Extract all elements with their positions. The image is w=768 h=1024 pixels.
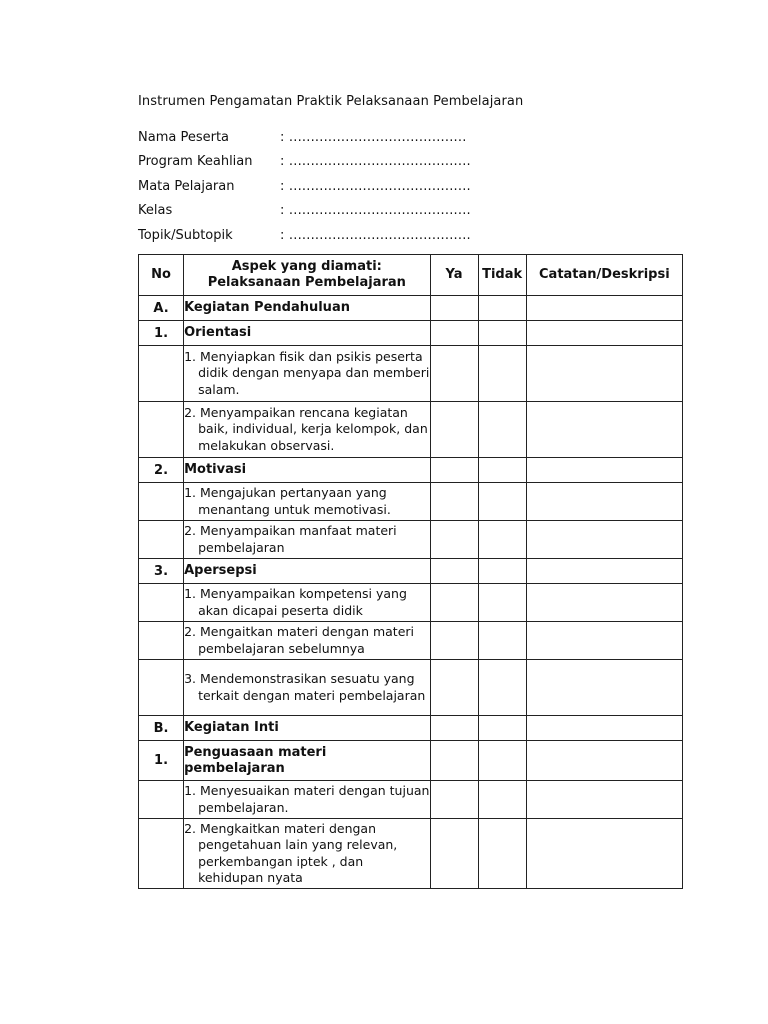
- field-kelas: [138, 199, 471, 224]
- field-label: Kelas: [138, 203, 173, 219]
- row-heading: Apersepsi: [184, 559, 430, 584]
- tidak-cell[interactable]: [478, 321, 526, 346]
- row-number: [139, 521, 184, 559]
- catatan-cell[interactable]: [526, 296, 682, 321]
- tidak-cell[interactable]: [478, 819, 526, 889]
- table-row: [139, 584, 683, 622]
- item-text: 1. Menyiapkan fisik dan psikis peserta didik dengan menyapa dan memberi salam.: [184, 348, 430, 397]
- row-number: B.: [139, 716, 184, 741]
- table-row: [139, 458, 683, 483]
- catatan-cell[interactable]: [526, 521, 682, 559]
- ya-cell[interactable]: [430, 716, 478, 741]
- catatan-cell[interactable]: [526, 584, 682, 622]
- item-text: 2. Menyampaikan manfaat materi pembelajaran: [184, 523, 397, 555]
- tidak-cell[interactable]: [478, 781, 526, 819]
- catatan-cell[interactable]: [526, 716, 682, 741]
- table-row: [139, 483, 683, 521]
- table-row: [139, 346, 683, 402]
- ya-cell[interactable]: [430, 346, 478, 402]
- row-heading: Orientasi: [184, 321, 430, 346]
- header-no: No: [139, 255, 184, 296]
- row-number: A.: [139, 296, 184, 321]
- row-heading: Motivasi: [184, 458, 430, 483]
- row-item: [184, 521, 430, 559]
- row-heading: Penguasaan materi pembelajaran: [184, 741, 430, 781]
- ya-cell[interactable]: [430, 458, 478, 483]
- table-row: [139, 741, 683, 781]
- catatan-cell[interactable]: [526, 660, 682, 716]
- field-value: : ..........................................: [280, 203, 471, 219]
- row-item: [184, 819, 430, 889]
- row-number: 1.: [139, 321, 184, 346]
- header-catatan: Catatan/Deskripsi: [526, 255, 682, 296]
- field-label: Program Keahlian: [138, 154, 253, 170]
- header-aspek: [184, 255, 430, 296]
- catatan-cell[interactable]: [526, 483, 682, 521]
- header-ya: Ya: [430, 255, 478, 296]
- catatan-cell[interactable]: [526, 346, 682, 402]
- header-aspek-line1: Aspek yang diamati:: [231, 259, 382, 274]
- item-text: 2. Menyampaikan rencana kegiatan baik, individual, kerja kelompok, dan melakukan observasi.: [184, 404, 428, 453]
- table-row: [139, 521, 683, 559]
- ya-cell[interactable]: [430, 781, 478, 819]
- participant-fields: [138, 125, 471, 248]
- table-row: [139, 622, 683, 660]
- ya-cell[interactable]: [430, 622, 478, 660]
- table-header-row: [139, 255, 683, 296]
- table-row: [139, 781, 683, 819]
- catatan-cell[interactable]: [526, 819, 682, 889]
- table-row: [139, 296, 683, 321]
- field-mata-pelajaran: [138, 174, 471, 199]
- row-number: [139, 660, 184, 716]
- tidak-cell[interactable]: [478, 716, 526, 741]
- tidak-cell[interactable]: [478, 741, 526, 781]
- ya-cell[interactable]: [430, 741, 478, 781]
- row-number: [139, 346, 184, 402]
- table-row: [139, 321, 683, 346]
- row-number: [139, 483, 184, 521]
- item-text: 1. Menyesuaikan materi dengan tujuan pembelajaran.: [184, 783, 430, 815]
- field-program-keahlian: [138, 150, 471, 175]
- field-label: Nama Peserta: [138, 129, 230, 145]
- row-number: 1.: [139, 741, 184, 781]
- tidak-cell[interactable]: [478, 296, 526, 321]
- field-value: : .........................................: [280, 129, 467, 145]
- catatan-cell[interactable]: [526, 559, 682, 584]
- row-number: [139, 402, 184, 458]
- catatan-cell[interactable]: [526, 321, 682, 346]
- document-title: Instrumen Pengamatan Praktik Pelaksanaan Pembelajaran: [138, 94, 524, 109]
- catatan-cell[interactable]: [526, 622, 682, 660]
- ya-cell[interactable]: [430, 321, 478, 346]
- table-row: [139, 559, 683, 584]
- field-topik-subtopik: [138, 223, 471, 248]
- row-heading: Kegiatan Pendahuluan: [184, 296, 430, 321]
- field-value: : ..........................................: [280, 227, 471, 243]
- table-row: [139, 716, 683, 741]
- item-text: 2. Mengaitkan materi dengan materi pembelajaran sebelumnya: [184, 624, 415, 656]
- row-item: [184, 660, 430, 716]
- catatan-cell[interactable]: [526, 402, 682, 458]
- field-value: : ..........................................: [280, 178, 471, 194]
- row-item: [184, 483, 430, 521]
- tidak-cell[interactable]: [478, 483, 526, 521]
- tidak-cell[interactable]: [478, 584, 526, 622]
- catatan-cell[interactable]: [526, 458, 682, 483]
- item-text: 1. Menyampaikan kompetensi yang akan dicapai peserta didik: [184, 586, 407, 618]
- catatan-cell[interactable]: [526, 781, 682, 819]
- ya-cell[interactable]: [430, 660, 478, 716]
- ya-cell[interactable]: [430, 521, 478, 559]
- table-row: [139, 402, 683, 458]
- tidak-cell[interactable]: [478, 521, 526, 559]
- row-heading: Kegiatan Inti: [184, 716, 430, 741]
- header-aspek-line2: Pelaksanaan Pembelajaran: [207, 275, 406, 290]
- row-number: [139, 622, 184, 660]
- tidak-cell[interactable]: [478, 559, 526, 584]
- row-number: [139, 584, 184, 622]
- item-text: 2. Mengkaitkan materi dengan pengetahuan lain yang relevan, perkembangan iptek , dan kehidupan nyata: [184, 820, 398, 885]
- ya-cell[interactable]: [430, 559, 478, 584]
- field-label: Topik/Subtopik: [138, 227, 233, 243]
- tidak-cell[interactable]: [478, 346, 526, 402]
- row-number: [139, 819, 184, 889]
- header-tidak: Tidak: [478, 255, 526, 296]
- table-row: [139, 660, 683, 716]
- field-nama-peserta: [138, 125, 471, 150]
- item-text: 3. Mendemonstrasikan sesuatu yang terkait dengan materi pembelajaran: [184, 671, 426, 703]
- row-item: [184, 346, 430, 402]
- table-row: [139, 819, 683, 889]
- catatan-cell[interactable]: [526, 741, 682, 781]
- tidak-cell[interactable]: [478, 622, 526, 660]
- tidak-cell[interactable]: [478, 402, 526, 458]
- tidak-cell[interactable]: [478, 660, 526, 716]
- row-number: 2.: [139, 458, 184, 483]
- ya-cell[interactable]: [430, 483, 478, 521]
- item-text: 1. Mengajukan pertanyaan yang menantang untuk memotivasi.: [184, 485, 391, 517]
- ya-cell[interactable]: [430, 819, 478, 889]
- field-value: : ..........................................: [280, 154, 471, 170]
- row-item: [184, 781, 430, 819]
- row-number: [139, 781, 184, 819]
- ya-cell[interactable]: [430, 402, 478, 458]
- field-label: Mata Pelajaran: [138, 178, 235, 194]
- row-item: [184, 402, 430, 458]
- row-number: 3.: [139, 559, 184, 584]
- row-item: [184, 584, 430, 622]
- row-item: [184, 622, 430, 660]
- ya-cell[interactable]: [430, 584, 478, 622]
- ya-cell[interactable]: [430, 296, 478, 321]
- observation-table: [138, 254, 683, 889]
- tidak-cell[interactable]: [478, 458, 526, 483]
